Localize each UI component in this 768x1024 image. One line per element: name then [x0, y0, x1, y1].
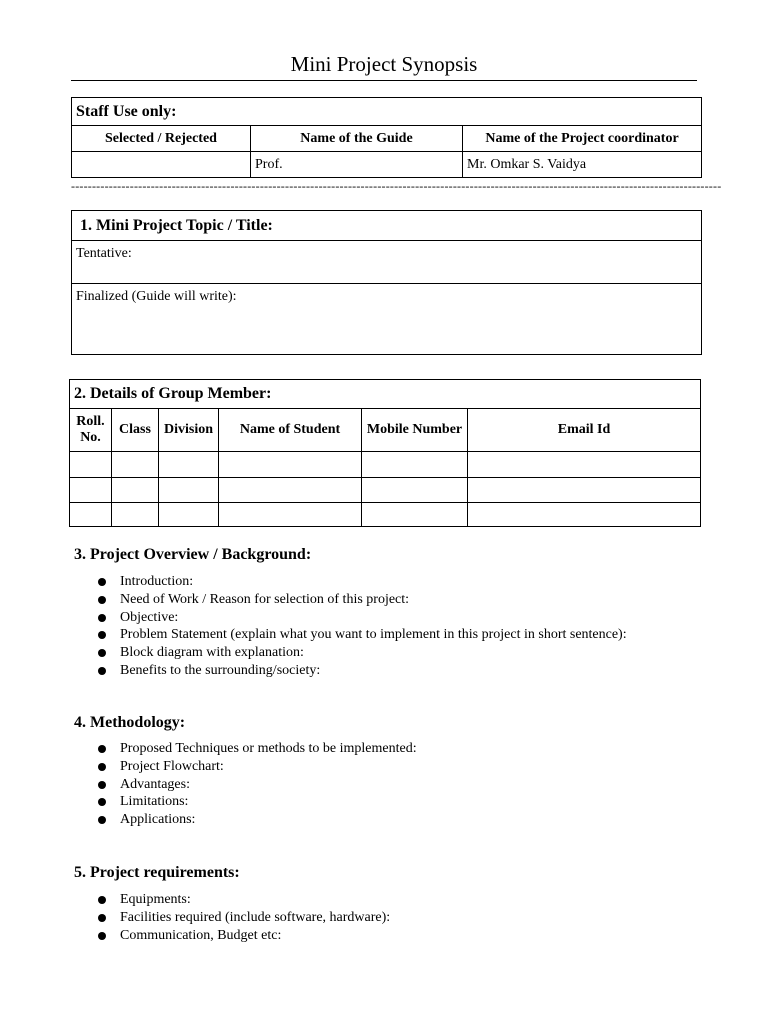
list-item	[96, 811, 417, 829]
overview-heading: 3. Project Overview / Background:	[74, 546, 312, 563]
student-name-cell[interactable]	[219, 452, 362, 478]
list-item-label: Project Flowchart:	[120, 758, 224, 774]
col-guide-name: Name of the Guide	[251, 126, 463, 152]
list-item-label: Problem Statement (explain what you want to implement in this project in short sentence):	[120, 627, 627, 643]
division-cell[interactable]	[159, 478, 219, 503]
list-item	[96, 609, 627, 627]
list-item-label: Need of Work / Reason for selection of this project:	[120, 591, 410, 607]
tentative-field[interactable]: Tentative:	[72, 241, 702, 284]
class-cell[interactable]	[112, 503, 159, 527]
col-coordinator-name: Name of the Project coordinator	[463, 126, 702, 152]
topic-heading: 1. Mini Project Topic / Title:	[72, 211, 702, 241]
col-selected-rejected: Selected / Rejected	[72, 126, 251, 152]
bullet-icon	[98, 745, 106, 753]
list-item-label: Facilities required (include software, hardware):	[120, 909, 391, 925]
bullet-icon	[98, 914, 106, 922]
table-row	[70, 452, 701, 478]
group-members-table	[69, 379, 701, 527]
roll-no-cell[interactable]	[70, 452, 112, 478]
division-cell[interactable]	[159, 503, 219, 527]
list-item-label: Equipments:	[120, 892, 191, 907]
bullet-icon	[98, 614, 106, 622]
list-item	[96, 573, 627, 591]
requirements-heading: 5. Project requirements:	[74, 864, 240, 881]
col-roll-no: Roll. No.	[70, 409, 112, 452]
list-item-label: Introduction:	[120, 574, 194, 589]
overview-list	[96, 573, 627, 680]
list-item	[96, 740, 417, 758]
mobile-number-cell[interactable]	[362, 478, 468, 503]
bullet-icon	[98, 667, 106, 675]
list-item-label: Benefits to the surrounding/society:	[120, 662, 321, 678]
bullet-icon	[98, 631, 106, 639]
email-id-cell[interactable]	[468, 452, 701, 478]
finalized-field[interactable]: Finalized (Guide will write):	[72, 284, 702, 355]
student-name-cell[interactable]	[219, 503, 362, 527]
selected-rejected-field[interactable]	[72, 152, 251, 178]
class-cell[interactable]	[112, 478, 159, 503]
col-class: Class	[112, 409, 159, 452]
list-item	[96, 644, 627, 662]
col-division: Division	[159, 409, 219, 452]
bullet-icon	[98, 896, 106, 904]
list-item	[96, 662, 627, 680]
table-row	[70, 503, 701, 527]
col-email-id: Email Id	[468, 409, 701, 452]
mobile-number-cell[interactable]	[362, 452, 468, 478]
email-id-cell[interactable]	[468, 503, 701, 527]
list-item-label: Limitations:	[120, 794, 189, 810]
staff-use-table	[71, 97, 702, 178]
bullet-icon	[98, 932, 106, 940]
list-item-label: Communication, Budget etc:	[120, 927, 282, 943]
bullet-icon	[98, 649, 106, 657]
table-row	[70, 478, 701, 503]
bullet-icon	[98, 578, 106, 586]
student-name-cell[interactable]	[219, 478, 362, 503]
methodology-heading: 4. Methodology:	[74, 714, 186, 731]
mobile-number-cell[interactable]	[362, 503, 468, 527]
bullet-icon	[98, 763, 106, 771]
topic-table	[71, 210, 702, 355]
bullet-icon	[98, 596, 106, 604]
title-rule	[71, 80, 697, 81]
email-id-cell[interactable]	[468, 478, 701, 503]
roll-no-cell[interactable]	[70, 503, 112, 527]
list-item-label: Advantages:	[120, 776, 190, 792]
requirements-list	[96, 891, 390, 944]
bullet-icon	[98, 798, 106, 806]
guide-name-field[interactable]: Prof.	[251, 152, 463, 178]
group-heading: 2. Details of Group Member:	[70, 380, 701, 409]
list-item	[96, 793, 417, 811]
list-item	[96, 591, 627, 609]
roll-no-cell[interactable]	[70, 478, 112, 503]
bullet-icon	[98, 816, 106, 824]
list-item-label: Block diagram with explanation:	[120, 645, 304, 661]
division-cell[interactable]	[159, 452, 219, 478]
coordinator-name-field[interactable]: Mr. Omkar S. Vaidya	[463, 152, 702, 178]
list-item-label: Proposed Techniques or methods to be implemented:	[120, 741, 417, 756]
list-item	[96, 776, 417, 794]
class-cell[interactable]	[112, 452, 159, 478]
methodology-list	[96, 740, 417, 829]
list-item	[96, 891, 390, 909]
col-student-name: Name of Student	[219, 409, 362, 452]
staff-use-heading: Staff Use only:	[72, 98, 702, 126]
list-item-label: Objective:	[120, 609, 179, 625]
list-item	[96, 927, 390, 945]
separator-dashes: -----------------------------------------------------------------------------------------------------------------------------------------------------------	[71, 179, 722, 193]
list-item	[96, 909, 390, 927]
list-item	[96, 626, 627, 644]
list-item	[96, 758, 417, 776]
list-item-label: Applications:	[120, 812, 196, 828]
col-mobile-number: Mobile Number	[362, 409, 468, 452]
bullet-icon	[98, 781, 106, 789]
page-title: Mini Project Synopsis	[290, 52, 478, 76]
